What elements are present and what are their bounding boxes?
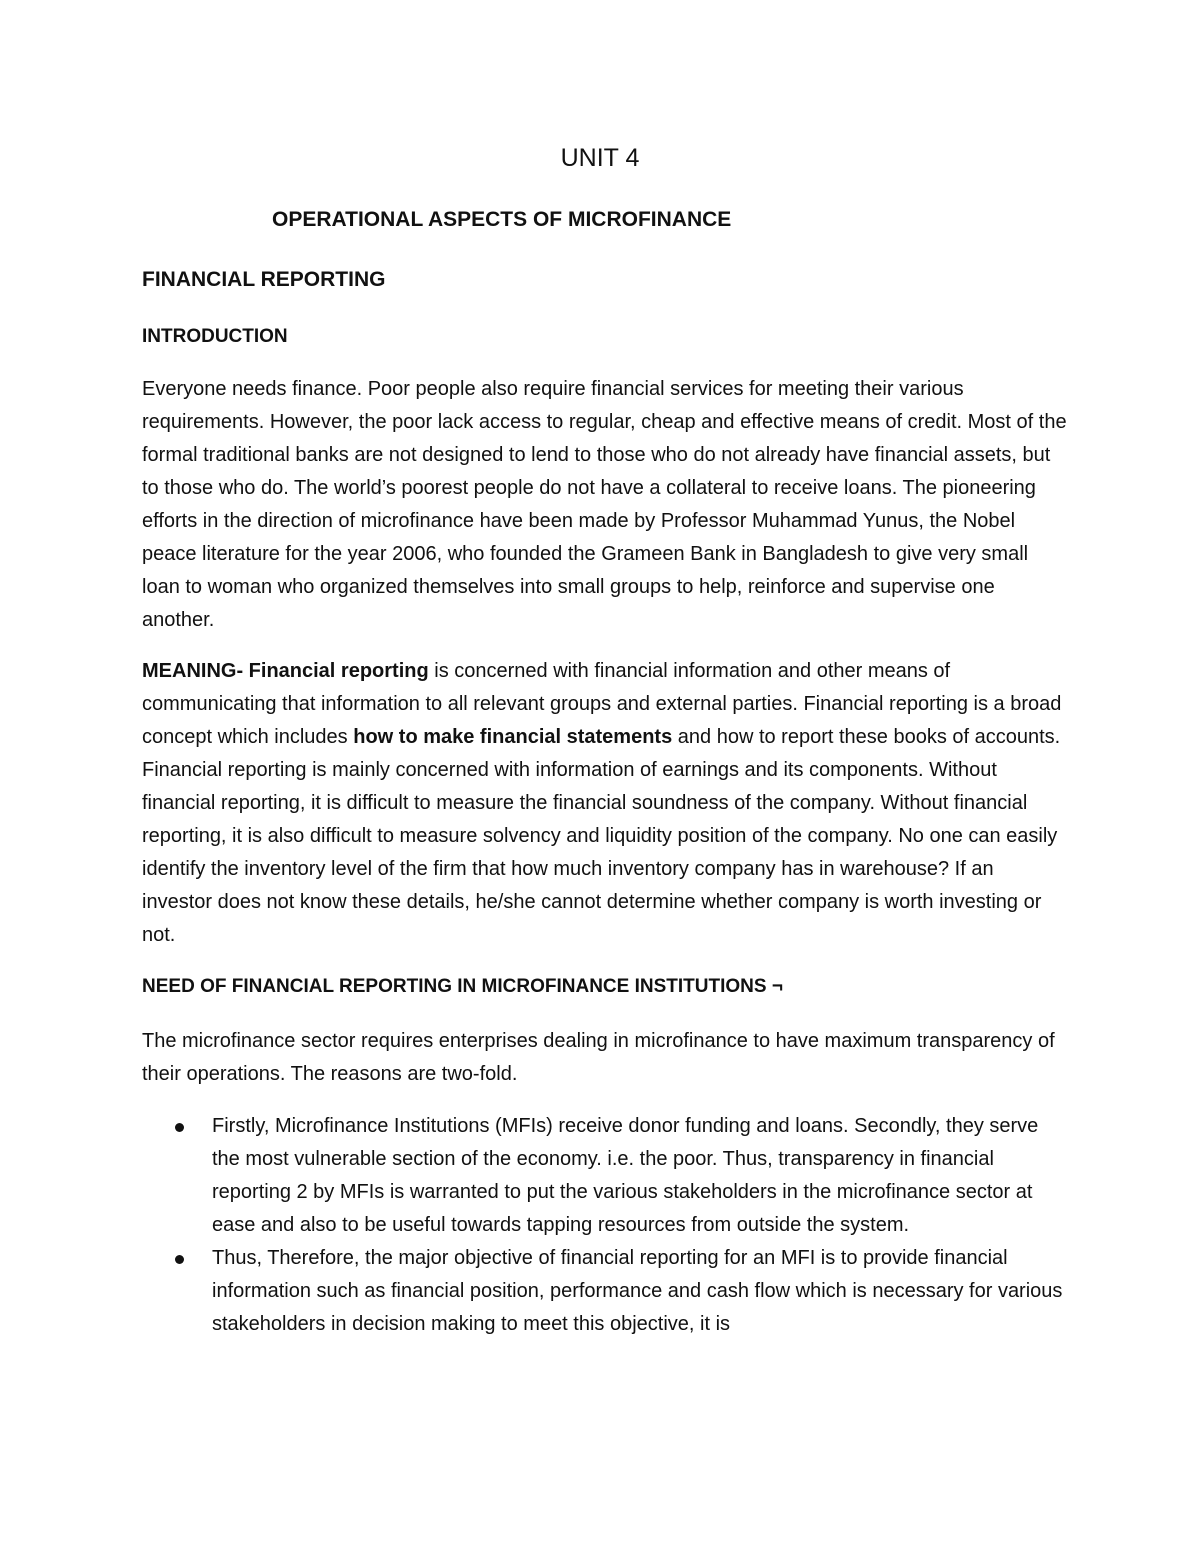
list-item (142, 1242, 1067, 1341)
meaning-text-2: and how to report these books of accounts. Financial reporting is mainly concerned with information of earnings and its components. Without financial reporting, it is difficult to measure the financial soundness of the company. Without financial reporting, it is also difficult to measure solvency and liquidity position of the company. No one can easily identify the inventory level of the firm that how much inventory company has in warehouse? If an investor does not know these details, he/she cannot determine whether company is worth investing or not. (142, 726, 1061, 946)
introduction-paragraph: Everyone needs finance. Poor people also require financial services for meeting their various requirements. However, the poor lack access to regular, cheap and effective means of credit. Most of the formal traditional banks are not designed to lend to those who do not already have financial assets, but to those who do. The world’s poorest people do not have a collateral to receive loans. The pioneering efforts in the direction of microfinance have been made by Professor Muhammad Yunus, the Nobel peace literature for the year 2006, who founded the Grameen Bank in Bangladesh to give very small loan to woman who organized themselves into small groups to help, reinforce and supervise one another. (142, 378, 1067, 631)
bullet-icon (175, 1123, 184, 1132)
unit-title: UNIT 4 (560, 144, 640, 172)
need-bullet-list (142, 1110, 1067, 1341)
need-intro-paragraph: The microfinance sector requires enterprises dealing in microfinance to have maximum transparency of their operations. The reasons are two-fold. (142, 1030, 1055, 1085)
meaning-text-1: is concerned with financial information and other means of communicating that information to all relevant groups and external parties. Financial reporting is a broad concept which includes (142, 660, 1062, 748)
bullet-icon (175, 1255, 184, 1264)
meaning-paragraph (142, 655, 1067, 952)
meaning-term: Financial reporting (248, 660, 429, 682)
bullet-text: Thus, Therefore, the major objective of financial reporting for an MFI is to provide financial information such as financial position, performance and cash flow which is necessary for various stakeholders in decision making to meet this objective, it is (212, 1247, 1063, 1335)
introduction-heading: INTRODUCTION (142, 326, 288, 347)
meaning-label: MEANING- (142, 660, 249, 682)
bullet-text: Firstly, Microfinance Institutions (MFIs) receive donor funding and loans. Secondly, they serve the most vulnerable section of the economy. i.e. the poor. Thus, transparency in financial reporting 2 by MFIs is warranted to put the various stakeholders in the microfinance sector at ease and also to be useful towards tapping resources from outside the system. (212, 1115, 1039, 1236)
list-item (142, 1110, 1067, 1242)
meaning-emphasis: how to make financial statements (353, 726, 673, 748)
section-heading: FINANCIAL REPORTING (142, 268, 386, 291)
unit-subtitle: OPERATIONAL ASPECTS OF MICROFINANCE (272, 208, 732, 231)
need-heading: NEED OF FINANCIAL REPORTING IN MICROFINANCE INSTITUTIONS ¬ (142, 976, 783, 997)
